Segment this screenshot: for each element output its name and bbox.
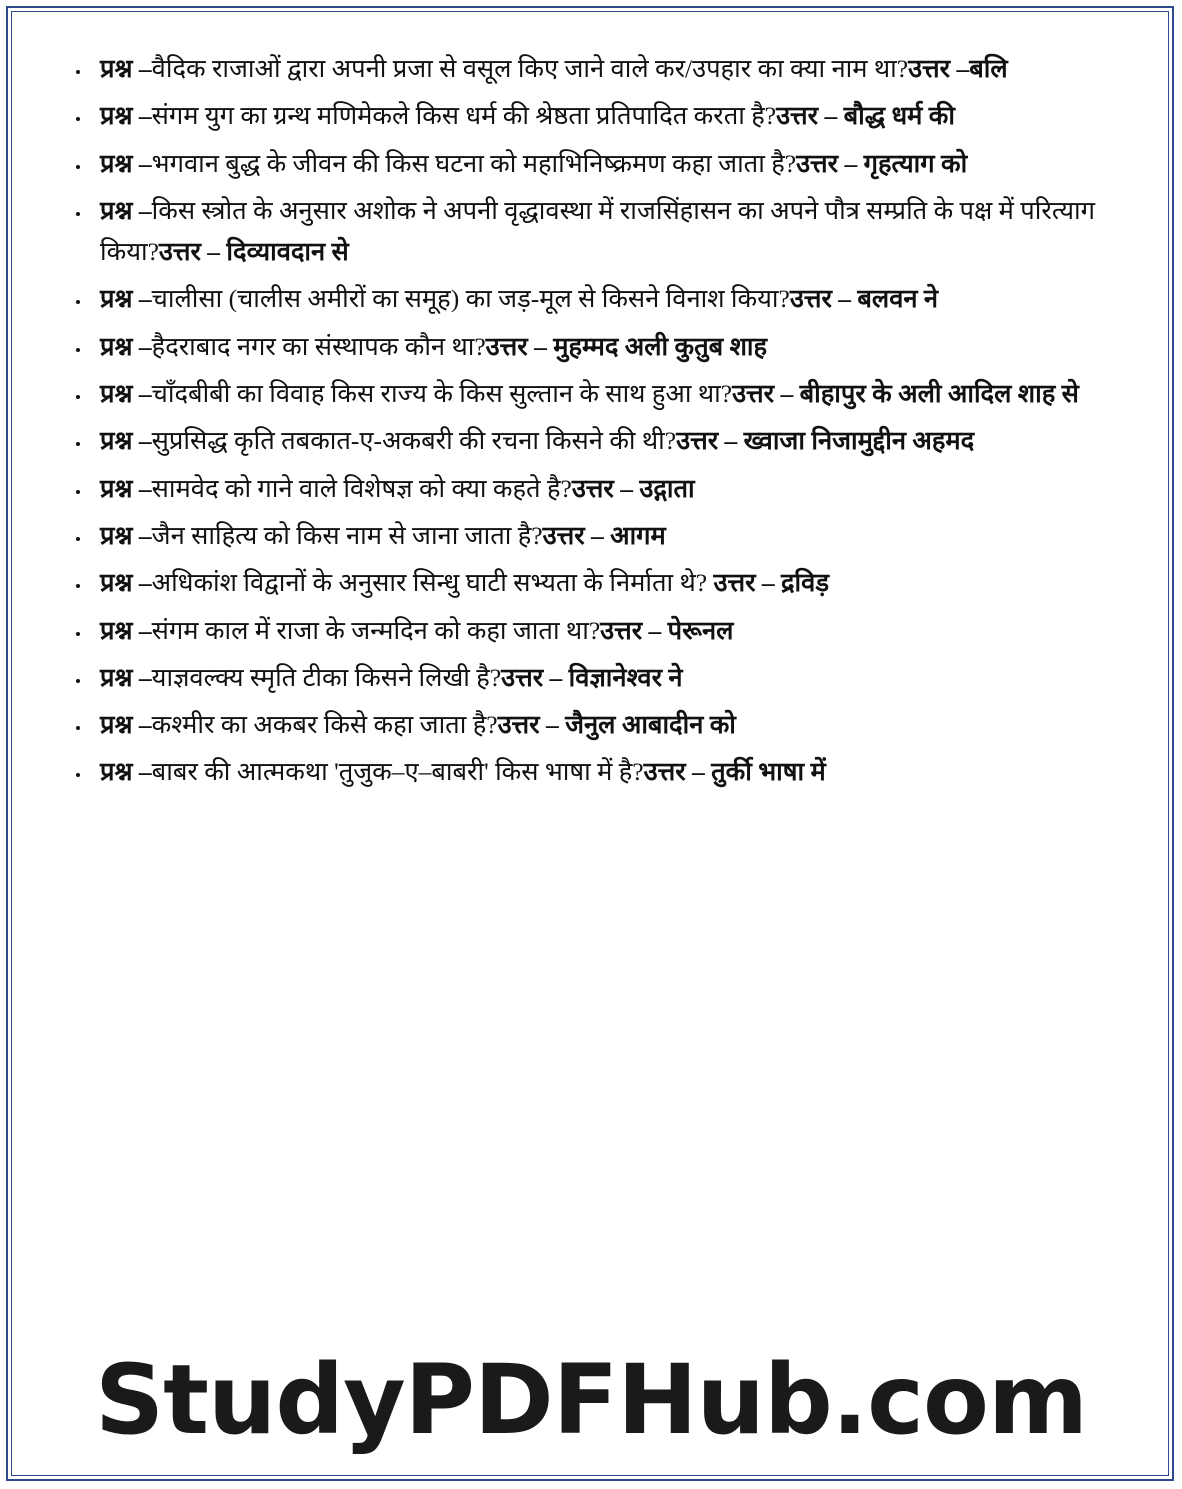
list-item (62, 657, 1120, 698)
answer-text: उत्तर – गृहत्याग को (796, 148, 968, 178)
list-item (62, 190, 1120, 273)
question-text: सामवेद को गाने वाले विशेषज्ञ को क्या कहते है? (151, 473, 572, 503)
list-item (62, 48, 1120, 89)
question-text: चाँदबीबी का विवाह किस राज्य के किस सुल्तान के साथ हुआ था? (151, 379, 733, 409)
list-item (62, 420, 1120, 461)
question-text: याज्ञवल्क्य स्मृति टीका किसने लिखी है? (151, 662, 502, 692)
question-label: प्रश्न – (100, 379, 152, 409)
question-label: प्रश्न – (100, 473, 152, 503)
question-text: किस स्त्रोत के अनुसार अशोक ने अपनी वृद्धावस्था में राजसिंहासन का अपने पौत्र सम्प्रति के पक्ष में परित्याग किया? (100, 195, 1095, 267)
list-item (62, 373, 1120, 414)
list-item (62, 95, 1120, 136)
question-label: प्रश्न – (100, 54, 152, 83)
answer-text: उत्तर – विज्ञानेश्वर ने (501, 662, 683, 692)
answer-text: उत्तर – उद्गाता (571, 473, 695, 503)
list-item (62, 704, 1120, 745)
question-text: जैन साहित्य को किस नाम से जाना जाता है? (151, 520, 543, 550)
list-item (62, 143, 1120, 184)
question-label: प्रश्न – (100, 662, 152, 692)
watermark: StudyPDFHub.com (94, 1344, 1088, 1456)
question-label: प्रश्न – (100, 331, 152, 361)
answer-text: उत्तर – बीहापुर के अली आदिल शाह से (732, 379, 1079, 409)
answer-text: उत्तर – आगम (542, 520, 666, 550)
question-label: प्रश्न – (100, 757, 152, 787)
question-label: प्रश्न – (100, 520, 152, 550)
question-text: अधिकांश विद्वानों के अनुसार सिन्धु घाटी सभ्यता के निर्माता थे? (151, 568, 714, 598)
answer-text: उत्तर –बलि (908, 54, 1008, 83)
list-item (62, 562, 1120, 603)
question-text: कश्मीर का अकबर किसे कहा जाता है? (151, 710, 498, 740)
question-text: सुप्रसिद्ध कृति तबकात-ए-अकबरी की रचना किसने की थी? (151, 426, 677, 456)
question-text: वैदिक राजाओं द्वारा अपनी प्रजा से वसूल किए जाने वाले कर/उपहार का क्या नाम था? (151, 54, 909, 83)
question-text: संगम युग का ग्रन्थ मणिमेकले किस धर्म की श्रेष्ठता प्रतिपादित करता है? (151, 101, 777, 131)
list-item (62, 751, 1120, 792)
question-text: बाबर की आत्मकथा 'तुजुक–ए–बाबरी' किस भाषा में है? (151, 757, 644, 787)
question-label: प्रश्न – (100, 195, 152, 225)
question-text: हैदराबाद नगर का संस्थापक कौन था? (151, 331, 486, 361)
question-label: प्रश्न – (100, 426, 152, 456)
list-item (62, 278, 1120, 319)
answer-text: उत्तर – दिव्यावदान से (158, 237, 349, 267)
answer-text: उत्तर – पेरूनल (600, 615, 734, 645)
answer-text: उत्तर – जैनुल आबादीन को (497, 710, 736, 740)
list-item (62, 468, 1120, 509)
answer-text: उत्तर – तुर्की भाषा में (643, 757, 826, 787)
qa-list (62, 48, 1120, 793)
question-label: प्रश्न – (100, 148, 152, 178)
question-label: प्रश्न – (100, 101, 152, 131)
question-text: चालीसा (चालीस अमीरों का समूह) का जड़-मूल से किसने विनाश किया? (151, 284, 790, 314)
question-label: प्रश्न – (100, 568, 152, 598)
question-text: भगवान बुद्ध के जीवन की किस घटना को महाभिनिष्क्रमण कहा जाता है? (151, 148, 797, 178)
list-item (62, 610, 1120, 651)
answer-text: उत्तर – बलवन ने (789, 284, 939, 314)
answer-text: उत्तर – ख्वाजा निजामुद्दीन अहमद (676, 426, 975, 456)
answer-text: उत्तर – द्रविड़ (713, 568, 829, 598)
question-label: प्रश्न – (100, 284, 152, 314)
answer-text: उत्तर – बौद्ध धर्म की (776, 101, 955, 131)
list-item (62, 326, 1120, 367)
answer-text: उत्तर – मुहम्मद अली कुतुब शाह (485, 331, 768, 361)
question-label: प्रश्न – (100, 710, 152, 740)
question-label: प्रश्न – (100, 615, 152, 645)
question-text: संगम काल में राजा के जन्मदिन को कहा जाता था? (151, 615, 601, 645)
list-item (62, 515, 1120, 556)
